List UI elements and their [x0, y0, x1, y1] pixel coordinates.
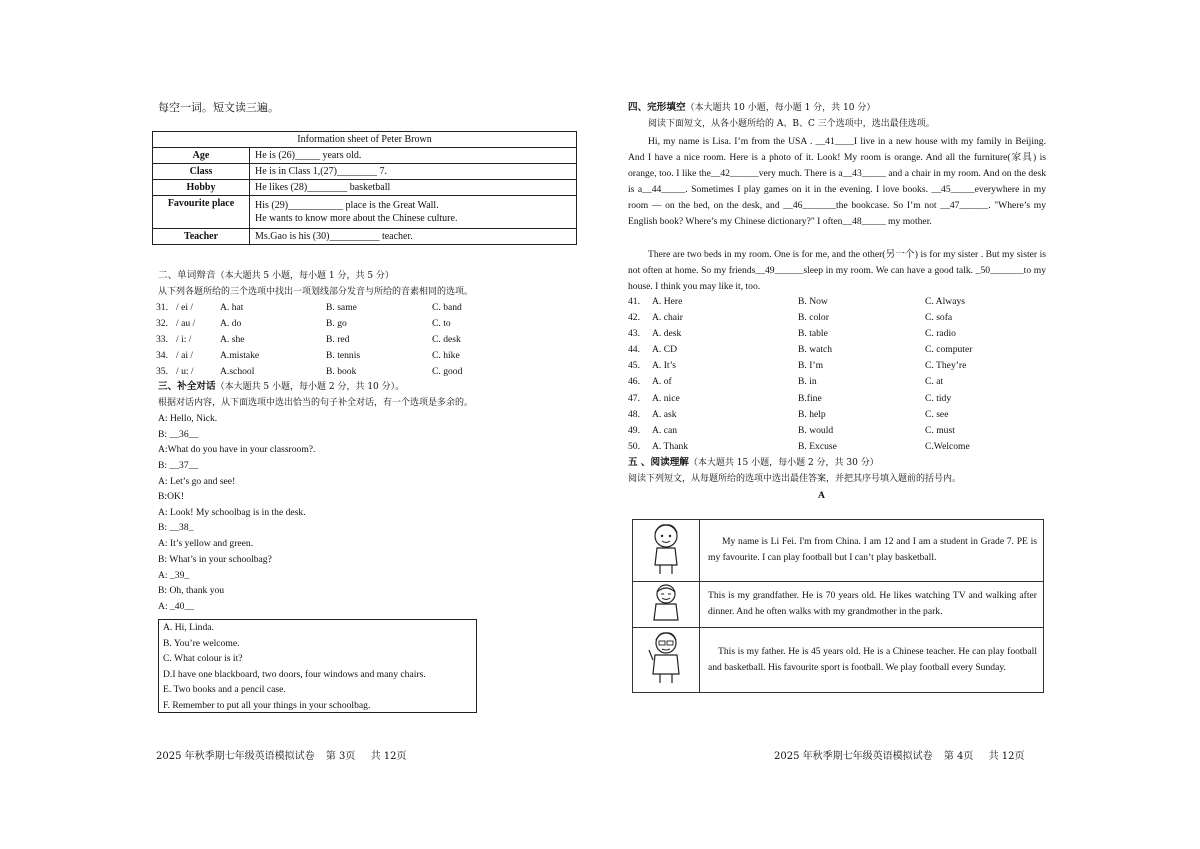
option-item: E. Two books and a pencil case.: [163, 684, 286, 695]
choice-a: A. nice: [652, 393, 680, 404]
choice-c: C. tidy: [925, 393, 952, 404]
dialogue-line: A: Let’s go and see!: [158, 476, 236, 487]
q-option-a: A. hat: [220, 302, 244, 313]
passage-row-text: This is my father. He is 45 years old. He is a Chinese teacher. He can play football and basketball. His favourite sport is football. We play football every Sunday.: [700, 627, 1044, 692]
row-label: Favourite place: [153, 196, 250, 229]
choice-num: 43.: [628, 328, 640, 339]
q-phoneme: / u: /: [176, 366, 194, 377]
choice-a: A. desk: [652, 328, 682, 339]
choice-row: [628, 425, 1046, 441]
choice-c: C. Always: [925, 296, 965, 307]
grandfather-portrait-icon: [633, 581, 700, 627]
q-option-b: B. tennis: [326, 350, 361, 361]
page-footer: [774, 750, 1024, 764]
dialogue-line: B: __37__: [158, 460, 199, 471]
choice-c: C. at: [925, 376, 944, 387]
dialogue-line: B:OK!: [158, 491, 185, 502]
dialogue-line: B: Oh, thank you: [158, 585, 225, 596]
passage-row-text: This is my grandfather. He is 70 years old. He likes watching TV and walking after dinner. And he often walks with my grandmother in the park.: [700, 581, 1044, 627]
question-row: [156, 350, 576, 365]
q-option-b: B. red: [326, 334, 350, 345]
choice-row: [628, 296, 1046, 312]
section2-title: 二、单词辩音: [158, 270, 216, 281]
q-option-b: B. book: [326, 366, 357, 377]
row-label: Age: [153, 148, 250, 164]
choice-c: C. computer: [925, 344, 973, 355]
page-footer: [156, 750, 406, 764]
right-page: [628, 0, 1046, 849]
choice-num: 47.: [628, 393, 640, 404]
choice-row: [628, 344, 1046, 360]
section2-note: （本大题共 5 小题，每小题 1 分，共 5 分）: [215, 271, 394, 281]
choice-row: [628, 441, 1046, 457]
choice-b: B. Now: [798, 296, 828, 307]
table-row: [633, 627, 1044, 692]
table-row: [633, 520, 1044, 582]
section4-title: 四、完形填空: [628, 102, 686, 113]
dialogue-line: A: Look! My schoolbag is in the desk.: [158, 507, 306, 518]
q-phoneme: / ei /: [176, 302, 194, 313]
row-text-line2: He wants to know more about the Chinese culture.: [255, 213, 458, 224]
q-option-a: A. do: [220, 318, 242, 329]
q-option-a: A. she: [220, 334, 245, 345]
choice-c: C. see: [925, 409, 949, 420]
choice-a: A. of: [652, 376, 672, 387]
choice-num: 44.: [628, 344, 640, 355]
choice-c: C.Welcome: [925, 441, 970, 452]
choice-num: 42.: [628, 312, 640, 323]
dialogue-line: B: __38_: [158, 522, 194, 533]
q-option-a: A.mistake: [220, 350, 260, 361]
passage-row-text: My name is Li Fei. I'm from China. I am 12 and I am a student in Grade 7. PE is my favourite. I can play football but I can’t play basketball.: [700, 520, 1044, 582]
reading-table: [632, 519, 1044, 693]
table-row: [153, 196, 577, 229]
dialogue-line: B: What’s in your schoolbag?: [158, 554, 272, 565]
row-label: Class: [153, 164, 250, 180]
choice-row: [628, 360, 1046, 376]
q-option-a: A.school: [220, 366, 255, 377]
choice-c: C. radio: [925, 328, 956, 339]
q-option-c: C. to: [432, 318, 451, 329]
table-row: [153, 180, 577, 196]
q-option-b: B. same: [326, 302, 357, 313]
choice-c: C. They’re: [925, 360, 967, 371]
father-portrait-icon: [633, 627, 700, 692]
q-num: 34.: [156, 350, 168, 361]
choice-num: 49.: [628, 425, 640, 436]
choice-b: B. in: [798, 376, 817, 387]
section3-header: [158, 381, 404, 394]
section4-header: [628, 102, 875, 115]
choice-num: 50.: [628, 441, 640, 452]
row-text: He is (26)_____ years old.: [250, 148, 577, 164]
choice-row: [628, 409, 1046, 425]
choice-row: [628, 393, 1046, 409]
section5-title: 五 、阅读理解: [628, 457, 689, 468]
dialogue-options-box: [158, 619, 477, 713]
choice-b: B. would: [798, 425, 834, 436]
dialogue-line: A: _39_: [158, 570, 190, 581]
section5-header: [628, 457, 879, 470]
section2-instruction: 从下列各题所给的三个选项中找出一项划线部分发音与所给的音素相同的选项。: [158, 287, 474, 297]
section4-note: （本大题共 10 小题，每小题 1 分，共 10 分）: [685, 103, 876, 113]
section5-instruction: 阅读下列短文，从每题所给的选项中选出最佳答案，并把其序号填入题前的括号内。: [628, 474, 962, 484]
choice-b: B. help: [798, 409, 826, 420]
choice-num: 46.: [628, 376, 640, 387]
footer-page: 第 4页: [943, 751, 974, 762]
choice-a: A. can: [652, 425, 678, 436]
section3-title: 三、补全对话: [158, 381, 216, 392]
table-row: [633, 581, 1044, 627]
section5-note: （本大题共 15 小题，每小题 2 分，共 30 分）: [688, 458, 879, 468]
footer-page: 第 3页: [325, 751, 356, 762]
footer-exam-title: 2025 年秋季期七年级英语模拟试卷: [156, 751, 315, 762]
choice-row: [628, 328, 1046, 344]
q-num: 32.: [156, 318, 168, 329]
q-phoneme: / ai /: [176, 350, 194, 361]
table-row: [153, 164, 577, 180]
row-label: Hobby: [153, 180, 250, 196]
table-row: [153, 148, 577, 164]
choice-num: 48.: [628, 409, 640, 420]
row-text: He is in Class 1,(27)________ 7.: [250, 164, 577, 180]
choice-b: B. table: [798, 328, 828, 339]
row-text: [250, 196, 577, 229]
section3-note: （本大题共 5 小题，每小题 2 分，共 10 分）。: [215, 382, 405, 392]
option-item: D.I have one blackboard, two doors, four windows and many chairs.: [163, 668, 426, 680]
q-option-b: B. go: [326, 318, 347, 329]
choice-c: C. sofa: [925, 312, 953, 323]
section4-instruction: 阅读下面短文，从各小题所给的 A、B、C 三个选项中，选出最佳选项。: [648, 119, 935, 129]
choice-b: B. color: [798, 312, 829, 323]
q-phoneme: / au /: [176, 318, 196, 329]
boy-portrait-icon: [633, 520, 700, 582]
dialogue-line: A:What do you have in your classroom?.: [158, 444, 316, 455]
info-table-title: Information sheet of Peter Brown: [153, 132, 577, 148]
question-row: [156, 302, 576, 317]
cloze-paragraph-2: There are two beds in my room. One is for me, and the other(另一个) is for my sister . But my sister is not often at home. So my friends__49______sleep in my room. We can have a good talk. _50_______to my house. I think you may like it, too.: [628, 249, 1046, 293]
choice-a: A. ask: [652, 409, 677, 420]
choice-num: 45.: [628, 360, 640, 371]
choice-a: A. Thank: [652, 441, 689, 452]
q-option-c: C. hike: [432, 350, 460, 361]
q-num: 31.: [156, 302, 168, 313]
choice-a: A. It’s: [652, 360, 676, 371]
row-text-line1: His (29)___________ place is the Great Wall.: [255, 199, 439, 211]
q-option-c: C. desk: [432, 334, 461, 345]
choice-b: B. Excuse: [798, 441, 837, 452]
choice-a: A. Here: [652, 296, 683, 307]
footer-exam-title: 2025 年秋季期七年级英语模拟试卷: [774, 751, 933, 762]
passage-label: A: [818, 490, 825, 501]
choice-b: B. watch: [798, 344, 833, 355]
footer-total: 共 12页: [988, 751, 1025, 762]
option-item: C. What colour is it?: [163, 653, 243, 664]
dialogue-line: A: _40__: [158, 601, 194, 612]
option-item: F. Remember to put all your things in your schoolbag.: [163, 699, 371, 711]
dialogue-line: A: Hello, Nick.: [158, 413, 218, 424]
footer-total: 共 12页: [370, 751, 407, 762]
question-row: [156, 334, 576, 349]
table-row: [153, 229, 577, 245]
choice-b: B.fine: [798, 393, 822, 404]
info-table: [152, 131, 577, 245]
option-item: B. You’re welcome.: [163, 637, 240, 649]
question-row: [156, 318, 576, 333]
option-item: A. Hi, Linda.: [163, 622, 214, 633]
choice-c: C. must: [925, 425, 955, 436]
q-phoneme: / i: /: [176, 334, 192, 345]
left-page: [150, 0, 580, 849]
choice-row: [628, 312, 1046, 328]
choice-b: B. I’m: [798, 360, 824, 371]
choice-num: 41.: [628, 296, 640, 307]
section2-header: [158, 270, 394, 283]
row-text: Ms.Gao is his (30)__________ teacher.: [250, 229, 577, 245]
choice-row: [628, 376, 1046, 392]
dialogue-line: A: It’s yellow and green.: [158, 538, 254, 549]
q-num: 33.: [156, 334, 168, 345]
dialogue-line: B: __36__: [158, 429, 199, 440]
row-text: He likes (28)________ basketball: [250, 180, 577, 196]
cloze-paragraph-1: Hi, my name is Lisa. I’m from the USA . __41____I live in a new house with my family in Beijing. And I have a nice room. Here is a photo of it. Look! My room is orange. And all the furniture(家具) is orange, too. I like the__42______very much. There is a__43_____ and a chair in my room. And on the desk is a__44_____. Sometimes I play games on it in the evening. I love books. __45_____everywhere in my room — on the bed, on the desk, and __46_______the bookcase. So I’m not __47______. "Where’s my English book? Where’s my Chinese dictionary?" I often__48_____ my mother.: [628, 136, 1046, 228]
q-option-c: C. band: [432, 302, 462, 313]
q-num: 35.: [156, 366, 168, 377]
question-row: [156, 366, 576, 381]
choice-a: A. CD: [652, 344, 678, 355]
choice-a: A. chair: [652, 312, 683, 323]
q-option-c: C. good: [432, 366, 463, 377]
section3-instruction: 根据对话内容，从下面选项中选出恰当的句子补全对话，有一个选项是多余的。: [158, 398, 474, 408]
intro-line: 每空一词。短文读三遍。: [158, 101, 279, 114]
row-label: Teacher: [153, 229, 250, 245]
